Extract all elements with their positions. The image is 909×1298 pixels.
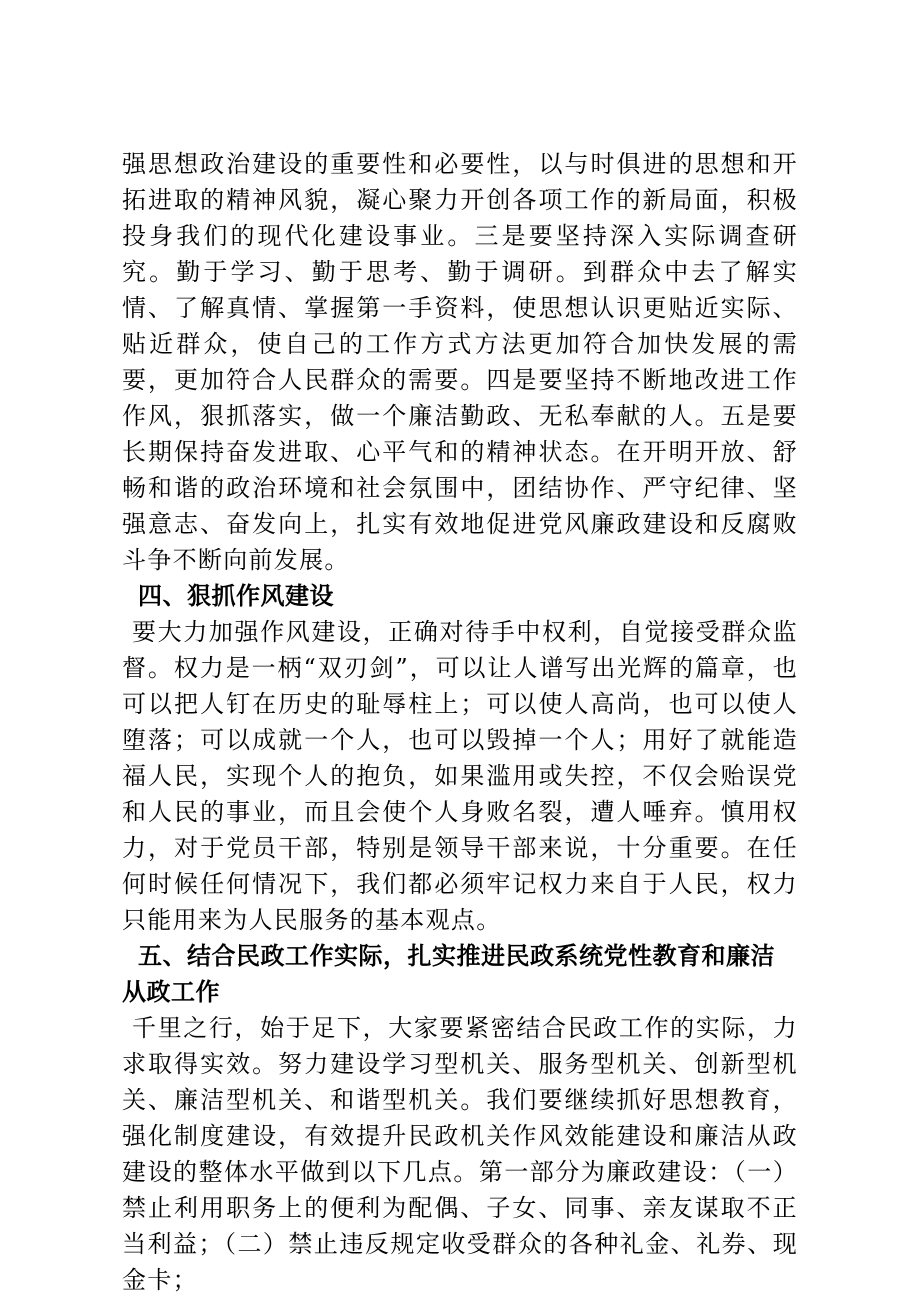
document-page: [122, 146, 798, 1298]
body-paragraph: 强思想政治建设的重要性和必要性，以与时俱进的思想和开拓进取的精神风貌，凝心聚力开创各项工作的新局面，积极投身我们的现代化建设事业。三是要坚持深入实际调查研究。勤于学习、勤于思考、勤于调研。到群众中去了解实情、了解真情、掌握第一手资料，使思想认识更贴近实际、贴近群众，使自己的工作方式方法更加符合加快发展的需要，更加符合人民群众的需要。四是要坚持不断地改进工作作风，狠抓落实，做一个廉洁勤政、无私奉献的人。五是要长期保持奋发进取、心平气和的精神状态。在开明开放、舒畅和谐的政治环境和社会氛围中，团结协作、严守纪律、坚强意志、奋发向上，扎实有效地促进党风廉政建设和反腐败斗争不断向前发展。: [122, 150, 798, 574]
body-paragraph: 千里之行，始于足下，大家要紧密结合民政工作的实际，力求取得实效。努力建设学习型机关、服务型机关、创新型机关、廉洁型机关、和谐型机关。我们要继续抓好思想教育，强化制度建设，有效提升民政机关作风效能建设和廉洁从政建设的整体水平做到以下几点。第一部分为廉政建设：（一）禁止利用职务上的便利为配偶、子女、同事、亲友谋取不正当利益；（二）禁止违反规定收受群众的各种礼金、礼券、现金卡；: [122, 1014, 798, 1294]
body-paragraph: 要大力加强作风建设，正确对待手中权利，自觉接受群众监督。权力是一柄“双刃剑”，可以让人谱写出光辉的篇章，也可以把人钉在历史的耻辱柱上；可以使人高尚，也可以使人堕落；可以成就一个人，也可以毁掉一个人；用好了就能造福人民，实现个人的抱负，如果滥用或失控，不仅会贻误党和人民的事业，而且会使个人身败名裂，遭人唾弃。慎用权力，对于党员干部，特别是领导干部来说，十分重要。在任何时候任何情况下，我们都必须牢记权力来自于人民，权力只能用来为人民服务的基本观点。: [122, 618, 798, 934]
section-heading: 四、狠抓作风建设: [138, 582, 334, 610]
section-heading: 五、结合民政工作实际，扎实推进民政系统党性教育和廉洁从政工作: [122, 942, 775, 1006]
